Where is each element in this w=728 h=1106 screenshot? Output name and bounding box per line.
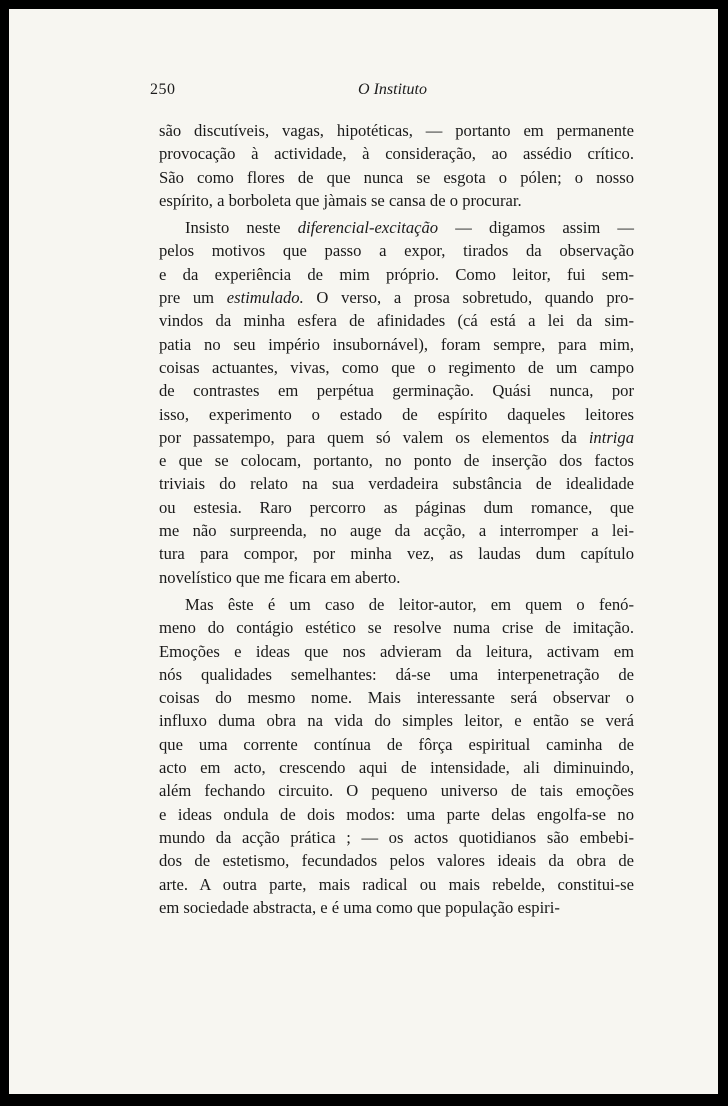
text-line: Mas êste é um caso de leitor-autor, em quem o fenó- xyxy=(185,594,634,614)
text-segment: O verso, a prosa sobretudo, quando pro- xyxy=(303,288,634,308)
text-line: meno do contágio estético se resolve numa crise de imitação. xyxy=(159,618,634,638)
text-segment: por passatempo, para quem só valem os elementos da xyxy=(159,427,589,447)
text-line: patia no seu império insubornável), foram sempre, para mim, xyxy=(159,334,634,354)
text-line: triviais do relato na sua verdadeira substância de idealidade xyxy=(159,474,634,494)
text-line: espírito, a borboleta que jàmais se cansa de o procurar. xyxy=(159,190,522,210)
text-line: ou estesia. Raro percorro as páginas dum romance, que xyxy=(159,497,634,517)
italic-term: intriga xyxy=(588,427,634,447)
text-line: me não surpreenda, no auge da acção, a interromper a lei- xyxy=(159,521,634,541)
italic-term: diferencial-excitação xyxy=(297,218,439,238)
text-segment: pre um xyxy=(159,288,227,308)
text-line: acto em acto, crescendo aqui de intensidade, ali diminuindo, xyxy=(159,758,634,778)
text-segment: — digamos assim — xyxy=(438,218,634,238)
page-number: 250 xyxy=(150,81,176,98)
text-line: e da experiência de mim próprio. Como leitor, fui sem- xyxy=(159,264,634,284)
text-line: nós qualidades semelhantes: dá-se uma interpenetração de xyxy=(159,664,634,684)
book-page xyxy=(9,9,718,1094)
text-line: arte. A outra parte, mais radical ou mais rebelde, constitui-se xyxy=(159,874,634,894)
running-title: O Instituto xyxy=(358,81,427,98)
text-line: além fechando circuito. O pequeno universo de tais emoções xyxy=(159,781,634,801)
text-line: coisas actuantes, vivas, como que o regimento de um campo xyxy=(159,357,634,377)
text-line: influxo duma obra na vida do simples leitor, e então se verá xyxy=(159,711,634,731)
text-line: dos de estetismo, fecundados pelos valores ideais da obra de xyxy=(159,851,634,871)
text-line: pelos motivos que passo a expor, tirados da observação xyxy=(159,241,634,261)
text-line: mundo da acção prática ; — os actos quotidianos são embebi- xyxy=(159,827,634,847)
text-line: coisas do mesmo nome. Mais interessante será observar o xyxy=(159,688,634,708)
text-line: novelístico que me ficara em aberto. xyxy=(159,567,401,587)
text-line: e que se colocam, portanto, no ponto de inserção dos factos xyxy=(159,451,634,471)
text-line: vindos da minha esfera de afinidades (cá está a lei da sim- xyxy=(159,311,634,331)
text-line xyxy=(159,286,634,309)
text-line: que uma corrente contínua de fôrça espiritual caminha de xyxy=(159,734,634,754)
text-line: são discutíveis, vagas, hipotéticas, — portanto em permanente xyxy=(159,121,634,140)
text-line: Emoções e ideas que nos advieram da leitura, activam em xyxy=(159,641,634,661)
text-segment: Insisto neste xyxy=(185,218,298,238)
text-line: São como flores de que nunca se esgota o pólen; o nosso xyxy=(159,167,634,187)
text-line xyxy=(159,426,634,449)
text-line: de contrastes em perpétua germinação. Quási nunca, por xyxy=(159,381,634,401)
text-line: em sociedade abstracta, e é uma como que população espiri- xyxy=(159,897,560,917)
body-text xyxy=(159,119,634,919)
text-line: tura para compor, por minha vez, as laudas dum capítulo xyxy=(159,544,634,564)
text-line: e ideas ondula de dois modos: uma parte delas engolfa-se no xyxy=(159,804,634,824)
text-line xyxy=(159,216,634,239)
text-line: isso, experimento o estado de espírito daqueles leitores xyxy=(159,404,634,424)
page-header xyxy=(150,81,635,101)
text-line: provocação à actividade, à consideração, ao assédio crítico. xyxy=(159,144,634,164)
italic-term: estimulado. xyxy=(226,288,304,308)
